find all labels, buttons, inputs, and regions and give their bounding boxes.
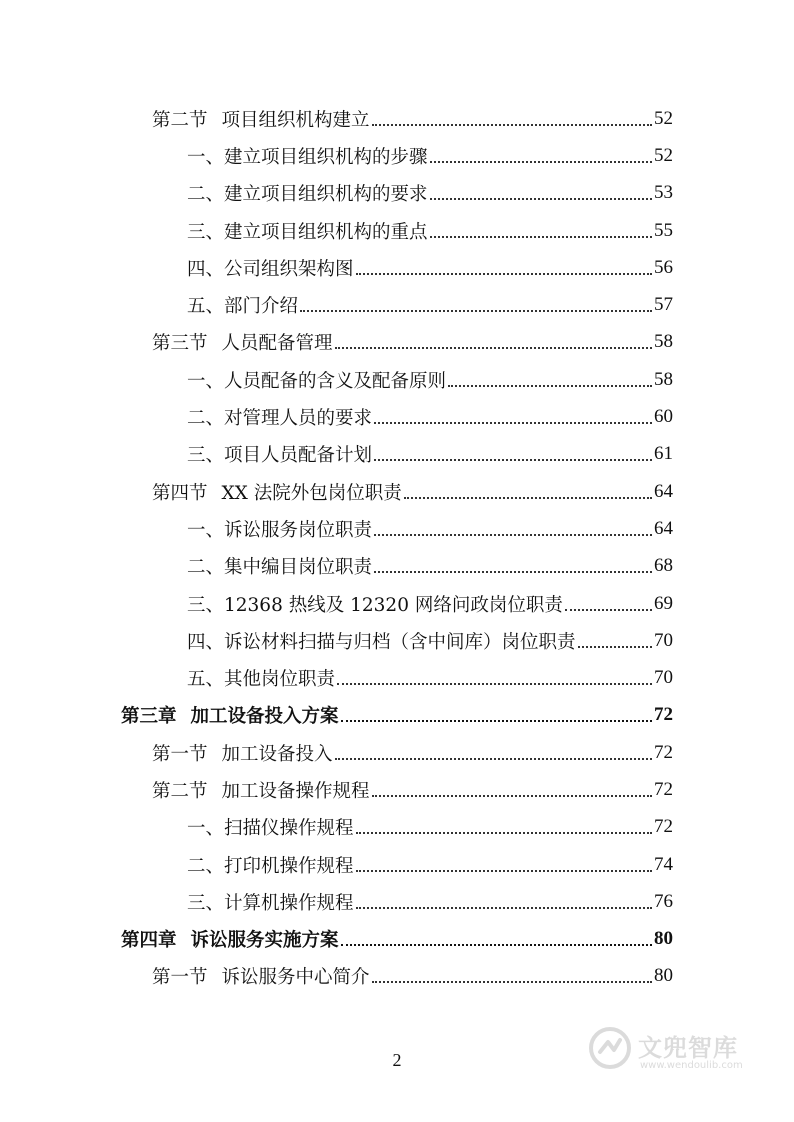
toc-entry-section[interactable] xyxy=(0,473,794,510)
toc-entry-item[interactable] xyxy=(0,883,794,920)
toc-entry-item[interactable] xyxy=(0,548,794,585)
toc-entry-item[interactable] xyxy=(0,585,794,622)
toc-entry-page: 68 xyxy=(654,555,673,577)
toc-entry-title xyxy=(152,106,370,132)
toc-entry-text: 加工设备操作规程 xyxy=(221,780,370,802)
toc-entry-page: 61 xyxy=(654,443,673,465)
page-number: 2 xyxy=(392,1050,402,1070)
dot-leader xyxy=(335,347,652,349)
toc-entry-page: 80 xyxy=(654,928,673,950)
watermark xyxy=(588,1022,763,1082)
toc-entry-chapter[interactable] xyxy=(0,697,794,734)
toc-entry-page: 69 xyxy=(654,592,673,614)
toc-entry-item[interactable] xyxy=(0,622,794,659)
toc-entry-item[interactable] xyxy=(0,286,794,323)
toc-entry-text: XX 法院外包岗位职责 xyxy=(221,482,402,504)
toc-entry-prefix: 第二节 xyxy=(152,109,208,131)
toc-entry-title xyxy=(187,628,576,654)
toc-entry-text: 一、扫描仪操作规程 xyxy=(187,818,354,840)
toc-entry-item[interactable] xyxy=(0,846,794,883)
toc-entry-text: 二、对管理人员的要求 xyxy=(187,408,373,430)
toc-entry-title xyxy=(187,441,372,467)
toc-entry-title xyxy=(152,963,370,989)
toc-entry-title xyxy=(152,329,333,355)
toc-entry-page: 57 xyxy=(654,294,673,316)
toc-entry-prefix: 第一节 xyxy=(152,967,208,989)
toc-entry-text: 二、打印机操作规程 xyxy=(187,855,354,877)
toc-entry-page: 72 xyxy=(654,704,673,726)
toc-entry-text: 五、部门介绍 xyxy=(187,296,299,318)
toc-entry-page: 64 xyxy=(654,480,673,502)
toc-entry-text: 一、诉讼服务岗位职责 xyxy=(187,519,373,541)
toc-entry-title xyxy=(187,516,372,542)
toc-entry-item[interactable] xyxy=(0,398,794,435)
dot-leader xyxy=(374,534,652,536)
toc-entry-text: 三、12368 热线及 12320 网络问政岗位职责 xyxy=(187,594,563,616)
toc-entry-page: 72 xyxy=(654,741,673,763)
toc-entry-item[interactable] xyxy=(0,659,794,696)
toc-entry-text: 加工设备投入 xyxy=(221,743,333,765)
toc-entry-page: 72 xyxy=(654,816,673,838)
toc-entry-prefix: 第三节 xyxy=(152,333,208,355)
toc-entry-text: 人员配备管理 xyxy=(221,333,333,355)
toc-entry-title xyxy=(187,404,372,430)
dot-leader xyxy=(341,720,652,722)
dot-leader xyxy=(374,459,652,461)
toc-entry-text: 二、集中编目岗位职责 xyxy=(187,557,373,579)
toc-entry-page: 53 xyxy=(654,182,673,204)
toc-entry-text: 三、计算机操作规程 xyxy=(187,892,354,914)
toc-entry-text: 二、建立项目组织机构的要求 xyxy=(187,184,428,206)
toc-entry-title xyxy=(187,665,335,691)
toc-entry-section[interactable] xyxy=(0,958,794,995)
wendou-logo-icon xyxy=(588,1026,632,1070)
dot-leader xyxy=(430,198,652,200)
toc-entry-text: 三、项目人员配备计划 xyxy=(187,445,373,467)
toc-entry-title xyxy=(187,553,372,579)
toc-entry-section[interactable] xyxy=(0,324,794,361)
watermark-url: www.wendoulib.com xyxy=(640,1060,743,1071)
toc-entry-section[interactable] xyxy=(0,100,794,137)
dot-leader xyxy=(356,273,652,275)
toc-entry-title xyxy=(121,702,339,728)
toc-entry-item[interactable] xyxy=(0,436,794,473)
toc-entry-prefix: 第四章 xyxy=(121,930,177,952)
toc-entry-prefix: 第二节 xyxy=(152,780,208,802)
toc-entry-item[interactable] xyxy=(0,175,794,212)
toc-entry-title xyxy=(187,218,428,244)
toc-entry-item[interactable] xyxy=(0,212,794,249)
dot-leader xyxy=(404,497,652,499)
dot-leader xyxy=(430,236,652,238)
toc-entry-text: 项目组织机构建立 xyxy=(221,109,370,131)
dot-leader xyxy=(337,683,652,685)
toc-entry-page: 64 xyxy=(654,517,673,539)
table-of-contents xyxy=(0,100,794,995)
toc-entry-page: 52 xyxy=(654,144,673,166)
toc-entry-page: 72 xyxy=(654,778,673,800)
dot-leader xyxy=(374,571,652,573)
dot-leader xyxy=(448,385,652,387)
toc-entry-title xyxy=(152,479,402,505)
toc-entry-prefix: 第一节 xyxy=(152,743,208,765)
toc-entry-text: 三、建立项目组织机构的重点 xyxy=(187,221,428,243)
toc-entry-title xyxy=(187,852,354,878)
toc-entry-title xyxy=(152,777,370,803)
dot-leader xyxy=(356,907,652,909)
toc-entry-title xyxy=(187,180,428,206)
toc-entry-prefix: 第三章 xyxy=(121,706,177,728)
toc-entry-page: 58 xyxy=(654,368,673,390)
toc-entry-title xyxy=(187,889,354,915)
toc-entry-title xyxy=(187,591,563,617)
dot-leader xyxy=(372,981,652,983)
toc-entry-page: 76 xyxy=(654,890,673,912)
toc-entry-title xyxy=(187,367,446,393)
toc-entry-page: 58 xyxy=(654,331,673,353)
toc-entry-text: 诉讼服务中心简介 xyxy=(221,967,370,989)
toc-entry-text: 一、人员配备的含义及配备原则 xyxy=(187,370,447,392)
toc-entry-page: 55 xyxy=(654,219,673,241)
dot-leader xyxy=(372,124,652,126)
toc-entry-text: 诉讼服务实施方案 xyxy=(190,930,339,952)
dot-leader xyxy=(335,758,652,760)
toc-entry-title xyxy=(152,740,333,766)
toc-entry-page: 56 xyxy=(654,256,673,278)
toc-entry-item[interactable] xyxy=(0,361,794,398)
dot-leader xyxy=(578,646,652,648)
dot-leader xyxy=(374,422,652,424)
toc-entry-page: 74 xyxy=(654,853,673,875)
toc-entry-section[interactable] xyxy=(0,734,794,771)
toc-entry-title xyxy=(187,292,298,318)
toc-entry-title xyxy=(121,926,339,952)
toc-entry-page: 70 xyxy=(654,629,673,651)
toc-entry-title xyxy=(187,255,354,281)
toc-entry-title xyxy=(187,814,354,840)
toc-entry-text: 四、公司组织架构图 xyxy=(187,258,354,280)
dot-leader xyxy=(372,795,652,797)
toc-entry-title xyxy=(187,143,428,169)
toc-entry-text: 一、建立项目组织机构的步骤 xyxy=(187,146,428,168)
dot-leader xyxy=(430,161,652,163)
toc-entry-item[interactable] xyxy=(0,249,794,286)
toc-entry-page: 70 xyxy=(654,667,673,689)
dot-leader xyxy=(341,944,652,946)
watermark-name: 文兜智库 xyxy=(638,1034,738,1062)
dot-leader xyxy=(356,870,652,872)
toc-entry-chapter[interactable] xyxy=(0,921,794,958)
toc-entry-section[interactable] xyxy=(0,771,794,808)
toc-entry-text: 五、其他岗位职责 xyxy=(187,669,336,691)
toc-entry-item[interactable] xyxy=(0,809,794,846)
toc-entry-page: 80 xyxy=(654,965,673,987)
toc-entry-prefix: 第四节 xyxy=(152,482,208,504)
dot-leader xyxy=(565,609,652,611)
dot-leader xyxy=(356,832,652,834)
dot-leader xyxy=(300,310,652,312)
toc-entry-page: 60 xyxy=(654,406,673,428)
toc-entry-page: 52 xyxy=(654,107,673,129)
toc-entry-text: 加工设备投入方案 xyxy=(190,706,339,728)
toc-entry-item[interactable] xyxy=(0,137,794,174)
toc-entry-item[interactable] xyxy=(0,510,794,547)
toc-entry-text: 四、诉讼材料扫描与归档（含中间库）岗位职责 xyxy=(187,631,576,653)
